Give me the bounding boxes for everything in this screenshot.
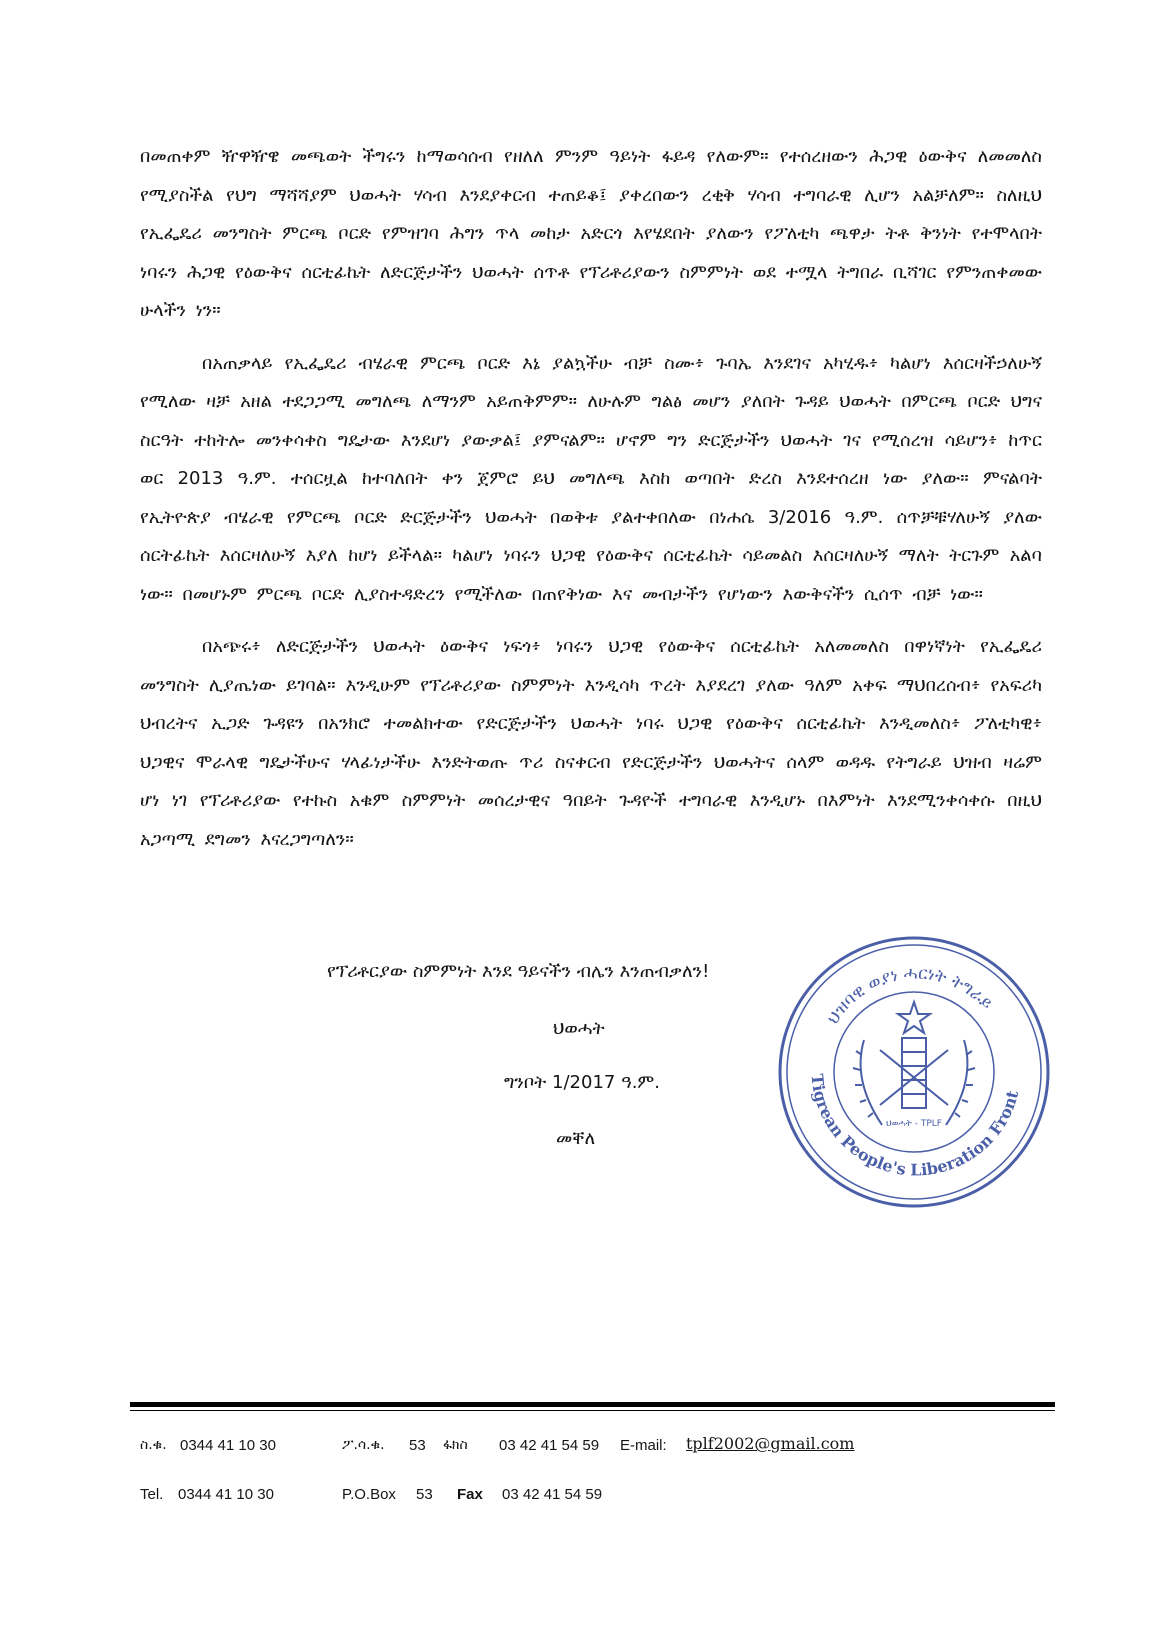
footer-fax-label: Fax [457,1486,483,1503]
slogan: የፕሪቶርያው ስምምነት እንደ ዓይናችን ብሌን እንጠብቃለን! [327,961,710,982]
paragraph-2: በአጠቃላይ የኢፌዴሪ ብሄራዊ ምርጫ ቦርድ እኔ ያልኳችሁ ብቻ ስሙ፥ ጉባኤ እንደገና አካሂዱ፥ ካልሆነ እሰርዛችኃለሁኝ የሚለው ዛቻ አዘል ተደጋጋሚ መግለጫ ለማንም አይጠቅምም። ለሁሉም ግልፅ መሆን ያለበት ጉዳይ ህወሓት በምርጫ ቦርድ ህግና ስርዓት ተከትሎ መንቀሳቀስ ግዴታው እንደሆነ ያውቃል፤ ያምናልም። ሆኖም ግን ድርጅታችን ህወሓት ገና የሚሰረዝ ሳይሆን፥ ከጥር ወር 2013 ዓ.ም. ተሰርዟል ከተባለበት ቀን ጀምሮ ይህ መግለጫ እስከ ወጣበት ድረስ እንደተሰረዘ ነው ያለው። ምናልባት የኢትዮጵያ ብሄራዊ የምርጫ ቦርድ ድርጅታችን ህወሓት በወቅቱ ያልተቀበለው በነሐሴ 3/2016 ዓ.ም. ሰጥቻቹሃለሁኝ ያለው ሰርትፊኬት እሰርዛለሁኝ እያለ ከሆነ ይችላል። ካልሆነ ነባሩን ህጋዊ የዕውቅና ሰርቲፊኬት ሳይመልስ እሰርዛለሁኝ ማለት ትርጉም አልባ ነው። በመሆኑም ምርጫ ቦርድ ሊያስተዳድረን የሚችለው በጠየቅነው እና መብታችን የሆነውን እውቅናችን ሲሰጥ ብቻ ነው። [140,352,1042,605]
footer-tel-label-amh: ስ.ቁ. [140,1437,167,1453]
footer-fax: 03 42 41 54 59 [502,1486,603,1503]
footer-pobox-amh: 53 [409,1437,426,1454]
stamp-top-text: ህዝባዊ ወያነ ሓርነት ትግራይ [823,963,997,1028]
letter-body [140,138,1042,873]
footer-pobox-label: P.O.Box [342,1486,396,1503]
paragraph-1: በመጠቀም ዥዋዥዌ መጫወት ችግሩን ከማወሳሰብ የዘለለ ምንም ዓይነት ፋይዳ የለውም። የተሰረዘውን ሕጋዊ ዕውቅና ለመመለስ የሚያስችል የህግ ማሻሻያም ህወሓት ሃሳብ እንደያቀርብ ተጠይቆ፤ ያቀረበውን ረቂቅ ሃሳብ ተግባራዊ ሊሆን አልቻለም። ስለዚህ የኢፌዴሪ መንግስት ምርጫ ቦርድ የምዝገባ ሕግን ጥላ መከታ አድርጎ እየሄደበት ያለውን የፖለቲካ ጫዋታ ትቶ ቅንነት የተሞላበት ነባሩን ሕጋዊ የዕውቅና ሰርቲፊኬት ለድርጅታችን ህወሓት ሰጥቶ የፕሪቶሪያውን ስምምነት ወደ ተሟላ ትግበራ ቢሻገር የምንጠቀመው ሁላችን ነን። [140,146,1042,321]
star-icon [898,1002,930,1033]
footer-fax-label-amh: ፋክስ [443,1437,468,1453]
official-stamp [772,930,1057,1215]
stamp-inner-text: ህወሓት - TPLF [886,1119,942,1129]
footer-tel: 0344 41 10 30 [178,1486,274,1503]
letter-date: ግንቦት 1/2017 ዓ.ም. [504,1072,660,1093]
tower-icon [880,1038,948,1108]
footer-divider-thin [130,1410,1055,1411]
footer-pobox-label-amh: ፖ.ሳ.ቁ. [342,1437,385,1453]
footer-divider [130,1402,1055,1407]
paragraph-3: በአጭሩ፥ ለድርጅታችን ህወሓት ዕውቅና ነፍጎ፥ ነባሩን ህጋዊ የዕውቅና ሰርቲፊኬት አለመመለስ በዋነኛነት የኢፌዴሪ መንግስት ሊያጤነው ይገባል። እንዲሁም የፕሪቶሪያው ስምምነት እንዲሳካ ጥረት እያደረገ ያለው ዓለም አቀፍ ማህበረሰብ፥ የአፍሪካ ህብረትና ኢጋድ ጉዳዩን በአንክሮ ተመልክተው የድርጅታችን ህወሓት ነባሩ ህጋዊ የዕውቅና ሰርቲፊኬት እንዲመለስ፥ ፖለቲካዊ፥ ህጋዊና ሞራላዊ ግዴታችሁና ሃላፊነታችሁ እንድትወጡ ጥሪ ስናቀርብ የድርጅታችን ህወሓትና ሰላም ወዳዱ የትግራይ ህዝብ ዛሬም ሆነ ነገ የፕሪቶሪያው የተኩስ አቁም ስምምነት መሰረታዊና ዓበይት ጉዳዮች ተግባራዊ እንዲሆኑ በእምነት እንደሚንቀሳቀሱ በዚህ አጋጣሚ ደግመን እናረጋግጣለን። [140,636,1042,850]
stamp-bottom-text: Tigrean People's Liberation Front [807,1073,1023,1180]
organization-name: ህወሓት [553,1018,605,1039]
footer-tel-label: Tel. [140,1486,164,1503]
footer-fax-amh: 03 42 41 54 59 [499,1437,600,1454]
letter-place: መቐለ [556,1128,596,1149]
footer-tel-amh: 0344 41 10 30 [180,1437,276,1454]
footer-pobox: 53 [416,1486,433,1503]
footer-email-label: E-mail: [620,1437,667,1454]
footer-email-link[interactable]: tplf2002@gmail.com [686,1434,855,1453]
